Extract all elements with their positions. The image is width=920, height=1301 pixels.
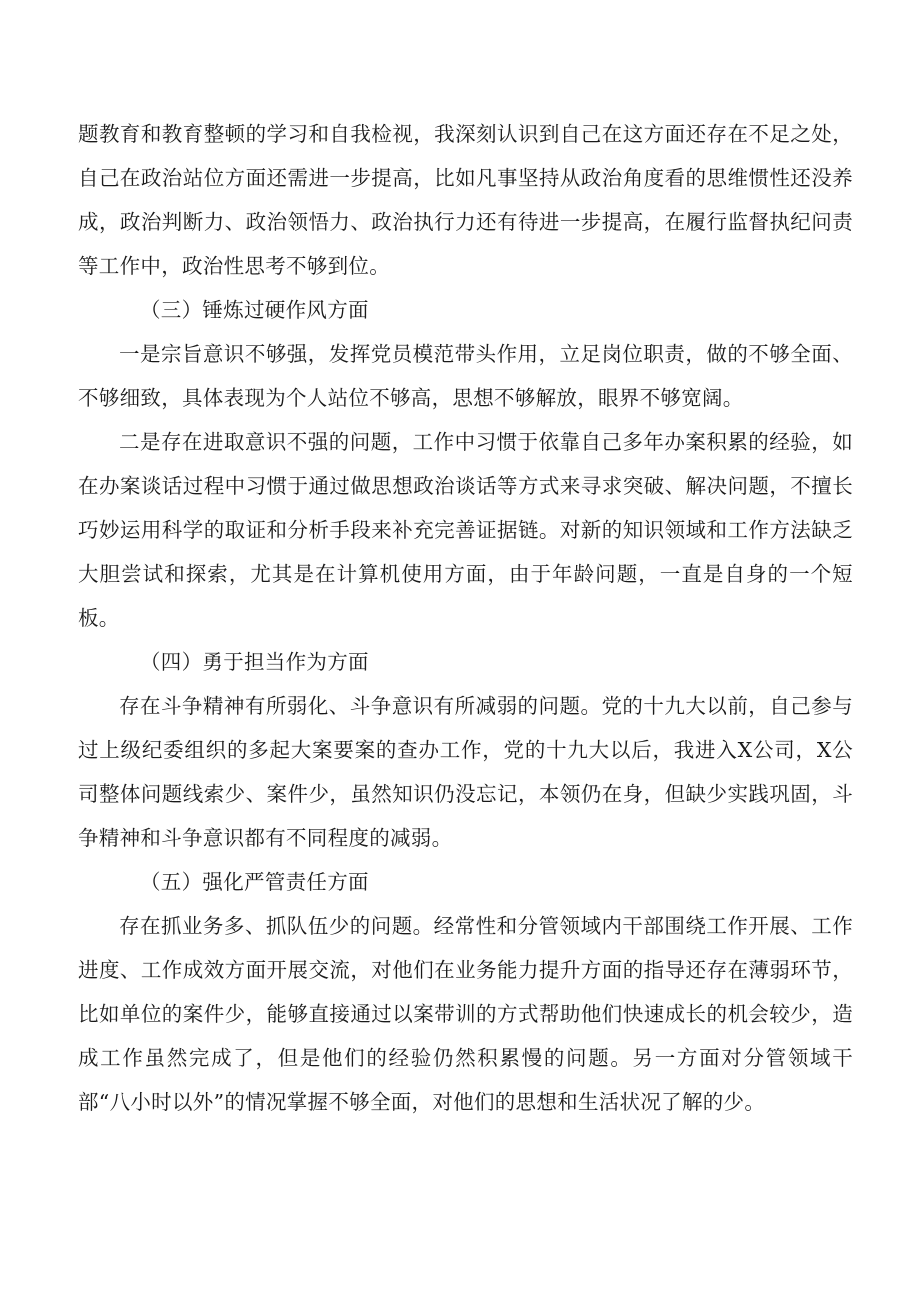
paragraph-purpose-awareness: 一是宗旨意识不够强，发挥党员模范带头作用，立足岗位职责，做的不够全面、不够细致，具体表现为个人站位不够高，思想不够解放，眼界不够宽阔。	[78, 342, 853, 410]
paragraph-struggle-spirit: 存在斗争精神有所弱化、斗争意识有所减弱的问题。党的十九大以前，自己参与过上级纪委组织的多起大案要案的查办工作，党的十九大以后，我进入X公司，X公司整体问题线索少、案件少，虽然知识仍没忘记，本领仍在身，但缺少实践巩固，斗争精神和斗争意识都有不同程度的减弱。	[78, 694, 853, 850]
section-heading-strict-management: （五）强化严管责任方面	[140, 870, 369, 894]
paragraph-political-stance: 题教育和教育整顿的学习和自我检视，我深刻认识到自己在这方面还存在不足之处，自己在政治站位方面还需进一步提高，比如凡事坚持从政治角度看的思维惯性还没养成，政治判断力、政治领悟力、政治执行力还有待进一步提高，在履行监督执纪问责等工作中，政治性思考不够到位。	[78, 122, 853, 278]
paragraph-team-management: 存在抓业务多、抓队伍少的问题。经常性和分管领域内干部围绕工作开展、工作进度、工作成效方面开展交流，对他们在业务能力提升方面的指导还存在薄弱环节，比如单位的案件少，能够直接通过以案带训的方式帮助他们快速成长的机会较少，造成工作虽然完成了，但是他们的经验仍然积累慢的问题。另一方面对分管领域干部“八小时以外”的情况掌握不够全面，对他们的思想和生活状况了解的少。	[78, 914, 853, 1114]
section-heading-style: （三）锤炼过硬作风方面	[140, 298, 369, 322]
section-heading-responsibility: （四）勇于担当作为方面	[140, 650, 369, 674]
document-body	[78, 112, 853, 1124]
paragraph-enterprising-awareness: 二是存在进取意识不强的问题，工作中习惯于依靠自己多年办案积累的经验，如在办案谈话过程中习惯于通过做思想政治谈话等方式来寻求突破、解决问题，不擅长巧妙运用科学的取证和分析手段来补充完善证据链。对新的知识领域和工作方法缺乏大胆尝试和探索，尤其是在计算机使用方面，由于年龄问题，一直是自身的一个短板。	[78, 430, 853, 630]
